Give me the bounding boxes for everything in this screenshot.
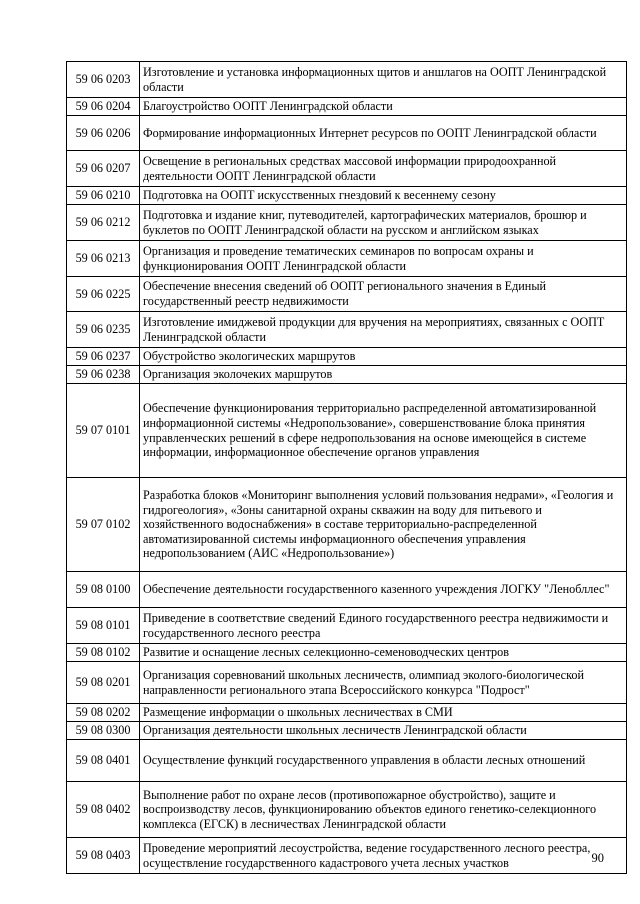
row-code: 59 08 0401 [67, 740, 140, 782]
row-code: 59 08 0201 [67, 662, 140, 704]
row-description: Организация и проведение тематических семинаров по вопросам охраны и функционирования ООПТ Ленинградской области [140, 241, 627, 277]
row-description: Обустройство экологических маршрутов [140, 348, 627, 366]
row-description: Обеспечение функционирования территориально распределенной автоматизированной информационной системы «Недропользование», совершенствование блока принятия управленческих решений в сфере недропользования на основе имеющейся в системе информации, информационное обеспечение органов управления [140, 384, 627, 478]
table-row [67, 740, 627, 782]
row-description: Разработка блоков «Мониторинг выполнения условий пользования недрами», «Геология и гидрогеология», «Зоны санитарной охраны скважин на воду для питьевого и хозяйственного водоснабжения» в составе территориально-распределенной автоматизированной системы информационного обеспечения управления недропользованием (АИС «Недропользование») [140, 478, 627, 572]
row-code: 59 06 0203 [67, 62, 140, 98]
row-code: 59 06 0212 [67, 205, 140, 241]
row-description: Изготовление имиджевой продукции для вручения на мероприятиях, связанных с ООПТ Ленинградской области [140, 312, 627, 348]
row-description: Подготовка на ООПТ искусственных гнездовий к весеннему сезону [140, 187, 627, 205]
table-row [67, 62, 627, 98]
row-description: Организация деятельности школьных лесничеств Ленинградской области [140, 722, 627, 740]
row-code: 59 06 0210 [67, 187, 140, 205]
table-row [67, 312, 627, 348]
row-code: 59 06 0204 [67, 98, 140, 116]
table-row [67, 644, 627, 662]
table-row [67, 205, 627, 241]
row-code: 59 06 0237 [67, 348, 140, 366]
row-code: 59 06 0225 [67, 277, 140, 312]
table-row [67, 722, 627, 740]
row-code: 59 07 0101 [67, 384, 140, 478]
row-description: Изготовление и установка информационных щитов и аншлагов на ООПТ Ленинградской области [140, 62, 627, 98]
row-code: 59 06 0213 [67, 241, 140, 277]
table-row [67, 384, 627, 478]
table-row [67, 241, 627, 277]
row-description: Обеспечение внесения сведений об ООПТ регионального значения в Единый государственный реестр недвижимости [140, 277, 627, 312]
row-description: Организация соревнований школьных лесничеств, олимпиад эколого-биологической направленности регионального этапа Всероссийского конкурса "Подрост" [140, 662, 627, 704]
table-row [67, 704, 627, 722]
row-code: 59 08 0300 [67, 722, 140, 740]
row-code: 59 08 0100 [67, 572, 140, 608]
row-code: 59 08 0202 [67, 704, 140, 722]
row-description: Осуществление функций государственного управления в области лесных отношений [140, 740, 627, 782]
table-row [67, 838, 627, 874]
row-code: 59 06 0238 [67, 366, 140, 384]
table-body [67, 62, 627, 874]
row-code: 59 08 0402 [67, 782, 140, 838]
row-description: Освещение в региональных средствах массовой информации природоохранной деятельности ООПТ Ленинградской области [140, 151, 627, 187]
row-code: 59 07 0102 [67, 478, 140, 572]
row-code: 59 08 0403 [67, 838, 140, 874]
row-code: 59 08 0101 [67, 608, 140, 644]
row-code: 59 06 0235 [67, 312, 140, 348]
table-row [67, 478, 627, 572]
table-row [67, 572, 627, 608]
row-code: 59 08 0102 [67, 644, 140, 662]
table-row [67, 187, 627, 205]
table-row [67, 782, 627, 838]
row-description: Формирование информационных Интернет ресурсов по ООПТ Ленинградской области [140, 116, 627, 151]
row-code: 59 06 0207 [67, 151, 140, 187]
table-row [67, 98, 627, 116]
table-row [67, 366, 627, 384]
table-row [67, 277, 627, 312]
row-description: Обеспечение деятельности государственного казенного учреждения ЛОГКУ "Ленобллес" [140, 572, 627, 608]
budget-codes-table [66, 61, 627, 874]
row-description: Организация эколочеких маршрутов [140, 366, 627, 384]
row-description: Приведение в соответствие сведений Единого государственного реестра недвижимости и государственного лесного реестра [140, 608, 627, 644]
table-row [67, 116, 627, 151]
row-description: Выполнение работ по охране лесов (противопожарное обустройство), защите и воспроизводству лесов, функционированию объектов единого генетико-селекционного комплекса (ЕГСК) в лесничествах Ленинградской области [140, 782, 627, 838]
table-row [67, 608, 627, 644]
table-row [67, 151, 627, 187]
row-description: Проведение мероприятий лесоустройства, ведение государственного лесного реестра, осуществление государственного кадастрового учета лесных участков [140, 838, 627, 874]
row-code: 59 06 0206 [67, 116, 140, 151]
table-row [67, 348, 627, 366]
table-row [67, 662, 627, 704]
page-number: 90 [591, 851, 604, 865]
row-description: Подготовка и издание книг, путеводителей, картографических материалов, брошюр и буклетов по ООПТ Ленинградской области на русском и английском языках [140, 205, 627, 241]
row-description: Размещение информации о школьных лесничествах в СМИ [140, 704, 627, 722]
row-description: Благоустройство ООПТ Ленинградской области [140, 98, 627, 116]
row-description: Развитие и оснащение лесных селекционно-семеноводческих центров [140, 644, 627, 662]
